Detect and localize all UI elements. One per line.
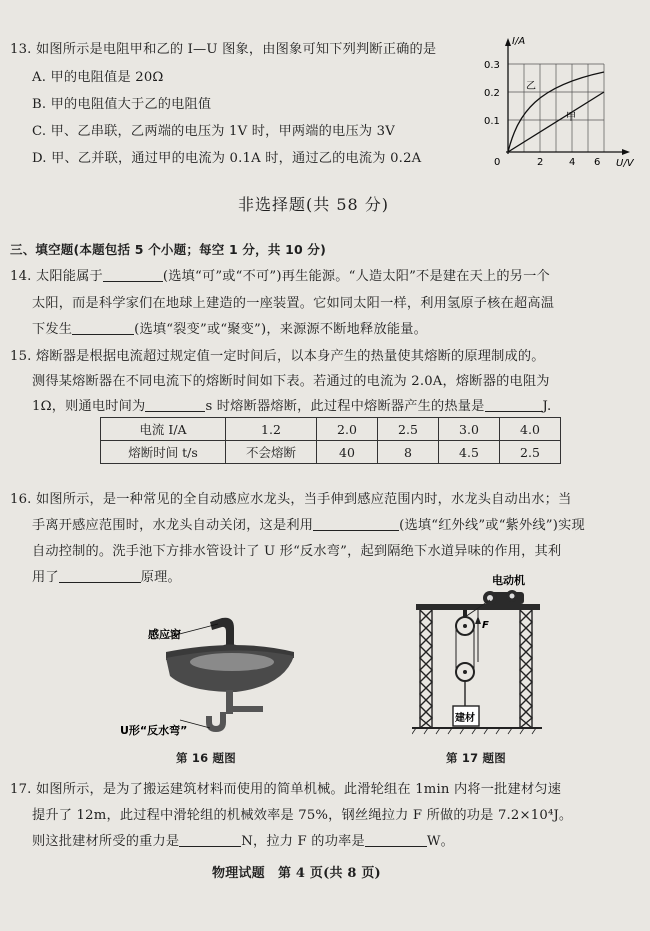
fuse-table [100,417,561,464]
q16-line2-b: (选填“红外线”或“紫外线”)实现 [399,518,585,533]
q13-option-a: A. 甲的电阻值是 20Ω [32,70,164,85]
left-tower [420,610,432,728]
q14-line1 [10,265,550,284]
row1-header: 电流 I/A [101,418,226,441]
q17-line3-a: 则这批建材所受的重力是 [32,834,180,849]
q16-line4-b: 原理。 [140,570,181,585]
x-tick-4: 4 [569,157,576,168]
section-title: 非选择题(共 58 分) [238,195,390,214]
force-arrow [475,616,481,624]
q14-blank-2[interactable] [72,322,134,335]
top-beam [416,604,540,610]
label-sensor-window: 感应窗 [148,628,181,641]
q16-line2 [32,514,585,533]
y-tick-03: 0.3 [484,60,500,71]
row1-cell: 1.2 [226,418,317,441]
q16-line2-a: 手离开感应范围时，水龙头自动关闭，这是利用 [32,518,314,533]
q14-blank-1[interactable] [103,269,163,282]
q16-line3: 自动控制的。洗手池下方排水管设计了 U 形“反水弯”，起到隔绝下水道异味的作用，其利 [32,544,562,559]
caption-fig16: 第 16 题图 [176,751,236,765]
part3-header: 三、填空题(本题包括 5 个小题；每空 1 分，共 10 分) [10,242,327,257]
row2-cell: 8 [378,441,439,464]
q13-option-b: B. 甲的电阻值大于乙的电阻值 [32,97,212,112]
q13-option-d: D. 甲、乙并联，通过甲的电流为 0.1A 时，通过乙的电流为 0.2A [32,151,422,166]
y-axis-label: I/A [512,36,526,47]
table-row [101,441,561,464]
drain-pipe [226,690,233,714]
x-tick-2: 2 [537,157,544,168]
basin-bowl [190,653,274,671]
label-force: F [482,620,489,631]
iu-graph [478,30,648,175]
line-jia-label: 甲 [566,112,576,123]
q15-blank-2[interactable] [485,399,543,412]
page-footer: 物理试题 第 4 页(共 8 页) [212,866,381,881]
motor [483,590,524,605]
q13-option-c: C. 甲、乙串联，乙两端的电压为 1V 时，甲两端的电压为 3V [32,124,395,139]
table-row [101,418,561,441]
wall-pipe [233,706,263,712]
label-motor: 电动机 [492,574,525,587]
row1-cell: 2.5 [378,418,439,441]
label-u-trap: U形“反水弯” [120,724,188,737]
q14-line3-b: (选填“裂变”或“聚变”)，来源源不断地释放能量。 [134,322,427,337]
q14-line3-a: 下发生 [32,322,73,337]
q13-stem: 13. 如图所示是电阻甲和乙的 I—U 图象，由图象可知下列判断正确的是 [10,42,437,57]
q15-line3-b: s 时熔断器熔断，此过程中熔断器产生的热量是 [205,399,485,414]
x-axis-label: U/V [616,158,634,169]
row2-cell: 2.5 [500,441,561,464]
q15-line1: 15. 熔断器是根据电流超过规定值一定时间后，以本身产生的热量使其熔断的原理制成的。 [10,349,545,364]
caption-fig17: 第 17 题图 [446,751,506,765]
row1-cell: 3.0 [439,418,500,441]
y-tick-01: 0.1 [484,116,500,127]
figure-17-crane [412,570,544,738]
figure-16-sink [118,608,318,743]
q17-line3-b: N，拉力 F 的功率是 [241,834,365,849]
q14-line2: 太阳，而是科学家们在地球上建造的一座装置。它如同太阳一样，利用氢原子核在超高温 [32,296,555,311]
q17-line3 [32,830,454,849]
row2-cell: 不会熔断 [226,441,317,464]
q17-line2: 提升了 12m，此过程中滑轮组的机械效率是 75%，钢丝绳拉力 F 所做的功是 7.2×10⁴J。 [32,808,573,823]
q17-line1: 17. 如图所示，是为了搬运建筑材料而使用的简单机械。此滑轮组在 1min 内将一批建材匀速 [10,782,562,797]
q15-line3 [32,395,551,414]
q16-line1: 16. 如图所示，是一种常见的全自动感应水龙头，当手伸到感应范围内时，水龙头自动出水；当 [10,492,572,507]
q15-blank-1[interactable] [145,399,205,412]
u-trap [206,712,226,732]
q17-blank-1[interactable] [179,834,241,847]
q14-line1-b: (选填“可”或“不可”)再生能源。“人造太阳”不是建在天上的另一个 [162,269,550,284]
graph-grid [508,64,604,152]
curve-yi-label: 乙 [526,81,536,92]
faucet [210,618,234,646]
q17-blank-2[interactable] [365,834,427,847]
row1-cell: 2.0 [317,418,378,441]
y-axis-arrow [505,38,511,46]
q15-line3-a: 1Ω，则通电时间为 [32,399,146,414]
q14-line1-a: 14. 太阳能属于 [10,269,103,284]
right-tower [520,610,532,728]
q14-line3 [32,318,427,337]
label-material: 建材 [455,713,475,724]
row2-cell: 4.5 [439,441,500,464]
q15-line2: 测得某熔断器在不同电流下的熔断时间如下表。若通过的电流为 2.0A，熔断器的电阻为 [32,374,550,389]
q15-line3-c: J. [542,399,552,414]
q16-line4 [32,566,181,585]
q16-blank-2[interactable] [59,570,141,583]
ropes [456,600,490,672]
q16-line4-a: 用了 [32,570,59,585]
row2-cell: 40 [317,441,378,464]
y-tick-02: 0.2 [484,88,500,99]
origin-label: 0 [494,157,501,168]
row1-cell: 4.0 [500,418,561,441]
x-tick-6: 6 [594,157,601,168]
x-axis-arrow [622,149,630,155]
row2-header: 熔断时间 t/s [101,441,226,464]
q17-line3-c: W。 [426,834,455,849]
q16-blank-1[interactable] [313,518,399,531]
